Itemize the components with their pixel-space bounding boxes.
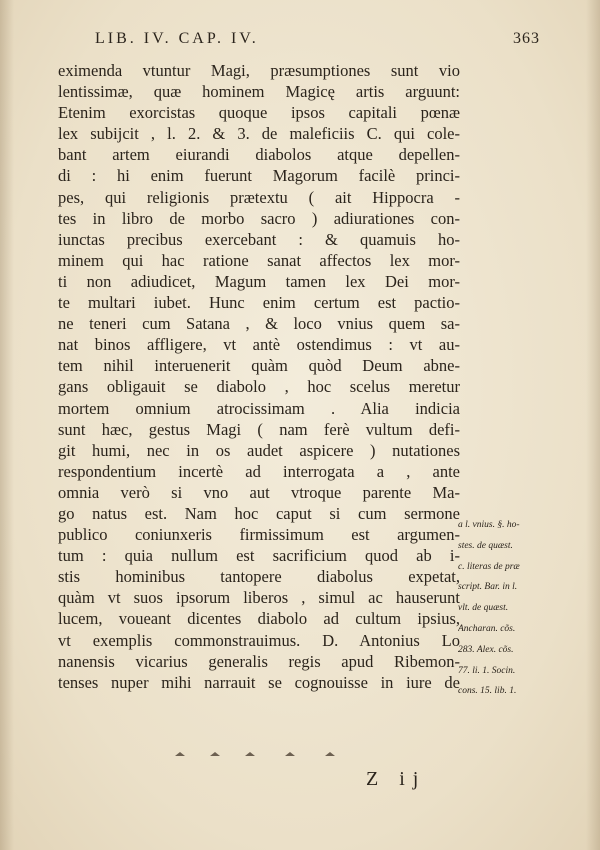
text-line: respondentium incertè ad interrogata a , ante: [58, 461, 460, 481]
text-line: bant artem eiurandi diabolos atque depellen-: [58, 145, 460, 165]
running-header: [95, 30, 540, 48]
text-line: go natus est. Nam hoc caput si cum sermone: [58, 503, 460, 523]
text-line: lentissimæ, quæ hominem Magicę artis arguunt:: [58, 82, 460, 102]
signature-mark: Z ij: [366, 768, 427, 790]
text-line: stis hominibus tantopere diabolus expetat,: [58, 567, 460, 587]
text-line: di : hi enim fuerunt Magorum facilè princi-: [58, 166, 460, 186]
left-edge-shadow: [0, 0, 14, 850]
text-line: ne teneri cum Satana , & loco vnius quem sa-: [58, 314, 460, 334]
margin-note-line: stes. de quæst.: [458, 540, 513, 551]
text-line: tes in libro de morbo sacro ) adiurationes con-: [58, 208, 460, 228]
text-line: eximenda vtuntur Magi, præsumptiones sunt vio: [58, 61, 460, 80]
margin-note-line: c. literas de præ: [458, 561, 520, 572]
main-text-block: [58, 60, 460, 693]
text-line: tem nihil interuenerit quàm quòd Deum abne-: [58, 356, 460, 376]
margin-note-line: Ancharan. cõs.: [458, 623, 516, 634]
text-line: quàm vt suos ipsorum liberos , simul ac hauserunt: [58, 588, 460, 608]
text-line: minem qui hac ratione sanat affectos lex mor-: [58, 250, 460, 270]
margin-note-line: 77. li. 1. Socin.: [458, 665, 516, 676]
margin-note-line: script. Bar. in l.: [458, 582, 518, 593]
right-edge-shadow: [586, 0, 600, 850]
text-line: omnia verò si vno aut vtroque parente Ma-: [58, 482, 460, 502]
text-line: ti non adiudicet, Magum tamen lex Dei mor-: [58, 271, 460, 291]
ornamental-dash-row: [175, 752, 385, 762]
text-line: tenses nuper mihi narrauit se cognouisse in iure de: [58, 672, 460, 692]
margin-note-line: vlt. de quæst.: [458, 603, 509, 614]
text-line: gans obligauit se diabolo , hoc scelus meretur: [58, 377, 460, 397]
page-number: 363: [513, 30, 540, 47]
text-line: publico coniunxeris firmissimum est argumen-: [58, 525, 460, 545]
text-line: nat binos affligere, vt antè ostendimus : vt au-: [58, 335, 460, 355]
text-line: tum : quia nullum est sacrificium quod ab i-: [58, 546, 460, 566]
text-line: git humi, nec in os audet aspicere ) nutationes: [58, 440, 460, 460]
text-line: lucem, voueant dicentes diabolo ad cultum ipsius,: [58, 609, 460, 629]
margin-note-line: a l. vnius. §. ho-: [458, 520, 520, 530]
text-line: Etenim exorcistas quoque ipsos capitali pœnæ: [58, 103, 460, 123]
running-head-title: LIB. IV. CAP. IV.: [95, 30, 259, 47]
text-line: pes, qui religionis prætextu ( ait Hippocra -: [58, 187, 460, 207]
text-line: sunt hæc, gestus Magi ( nam ferè vultum defi-: [58, 419, 460, 439]
text-line: te multari iubet. Hunc enim certum est pactio-: [58, 293, 460, 313]
text-line: lex subijcit , l. 2. & 3. de maleficiis C. qui cole-: [58, 124, 460, 144]
margin-note-line: 283. Alex. cõs.: [458, 644, 514, 655]
text-line: iunctas precibus exercebant : & quamuis ho-: [58, 229, 460, 249]
text-line: vt exemplis commonstrauimus. D. Antonius Lo: [58, 630, 460, 650]
margin-note-line: cons. 15. lib. 1.: [458, 686, 517, 697]
marginal-notes: [458, 515, 554, 702]
text-line: mortem omnium atrocissimam . Alia indicia: [58, 398, 460, 418]
text-line: nanensis vicarius generalis regis apud Ribemon-: [58, 651, 460, 671]
